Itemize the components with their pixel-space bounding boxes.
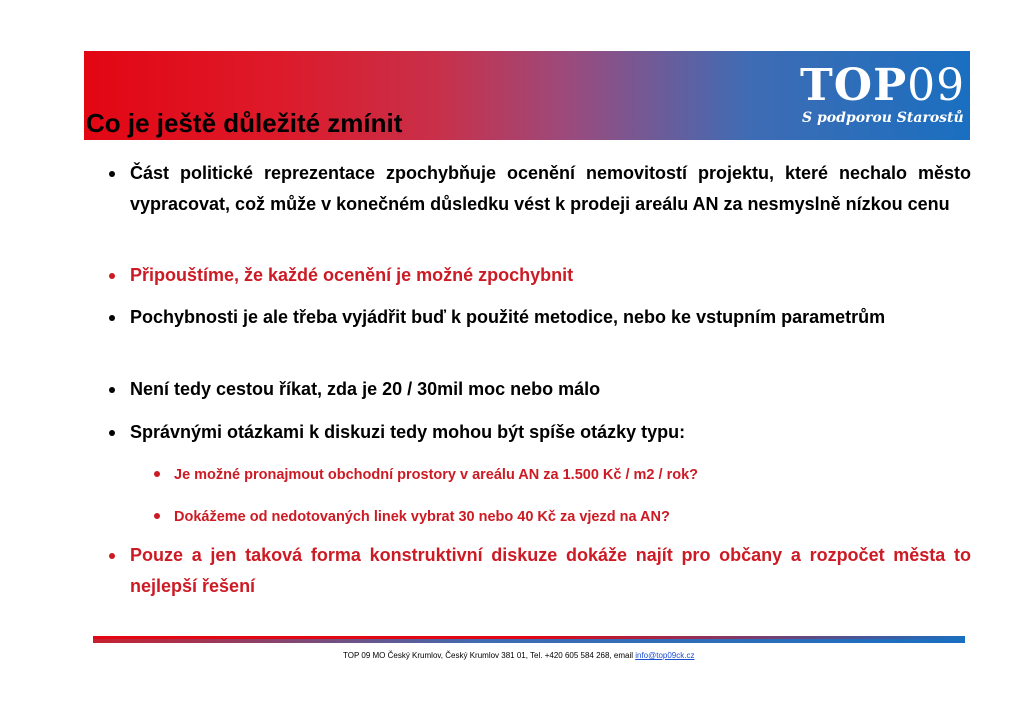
bullet-item: Není tedy cestou říkat, zda je 20 / 30mil moc nebo málo <box>130 374 971 405</box>
bullet-item: Pochybnosti je ale třeba vyjádřit buď k použité metodice, nebo ke vstupním parametrům <box>130 302 971 333</box>
sub-bullet-item: Dokážeme od nedotovaných linek vybrat 30 nebo 40 Kč za vjezd na AN? <box>174 507 974 527</box>
sub-bullet-icon <box>154 513 160 519</box>
footer-contact: TOP 09 MO Český Krumlov, Český Krumlov 381 01, Tel. +420 605 584 268, email info@top09ck.cz <box>343 651 695 660</box>
page-title: Co je ještě důležité zmínit <box>86 108 403 138</box>
bullet-item: Připouštíme, že každé ocenění je možné zpochybnit <box>130 260 971 291</box>
bullet-item: Část politické reprezentace zpochybňuje ocenění nemovitostí projektu, které nechalo město vypracovat, což může v konečném důsledku vést k prodeji areálu AN za nesmyslně nízkou cenu <box>130 158 971 220</box>
bullet-icon <box>109 315 115 321</box>
bullet-item: Správnými otázkami k diskuzi tedy mohou být spíše otázky typu: <box>130 417 971 448</box>
sub-bullet-item: Je možné pronajmout obchodní prostory v areálu AN za 1.500 Kč / m2 / rok? <box>174 465 974 485</box>
bullet-icon <box>109 171 115 177</box>
email-link[interactable]: info@top09ck.cz <box>635 651 695 660</box>
sub-bullet-icon <box>154 471 160 477</box>
bullet-icon <box>109 387 115 393</box>
bullet-icon <box>109 273 115 279</box>
bullet-icon <box>109 553 115 559</box>
logo-subtitle: S podporou Starostů <box>802 110 964 126</box>
footer-divider-blue <box>93 639 965 643</box>
bullet-item: Pouze a jen taková forma konstruktivní diskuze dokáže najít pro občany a rozpočet města to nejlepší řešení <box>130 540 971 602</box>
top09-logo: TOP09 <box>800 60 966 111</box>
bullet-icon <box>109 430 115 436</box>
